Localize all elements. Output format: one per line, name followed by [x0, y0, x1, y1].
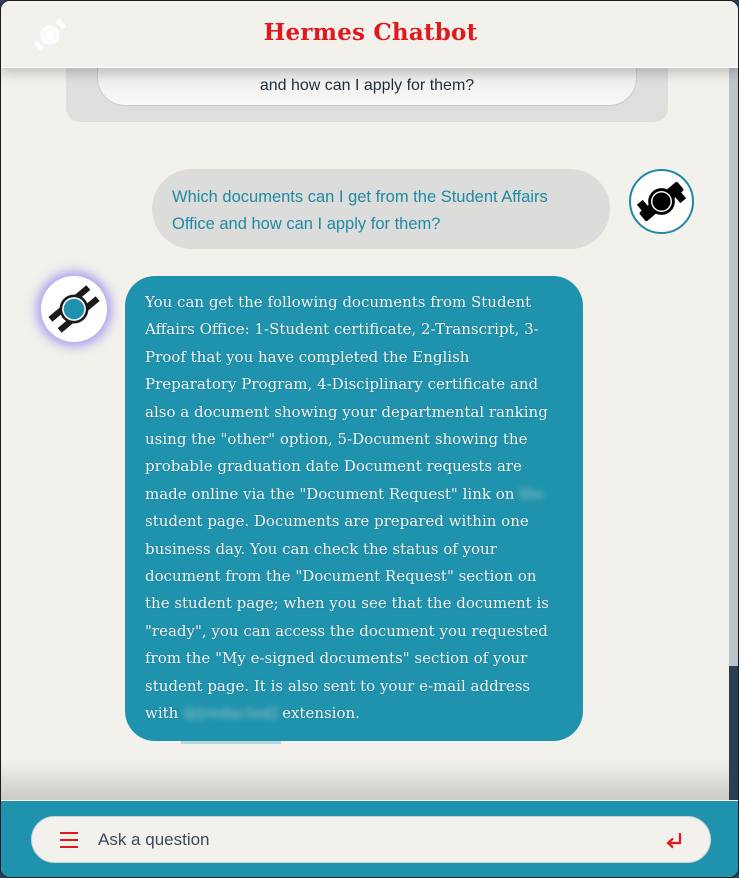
header: [1, 1, 739, 68]
bot-avatar: [41, 276, 107, 342]
hermes-logo-icon: [631, 171, 692, 232]
user-message: Which documents can I get from the Student Affairs Office and how can I apply for them?: [152, 169, 610, 249]
redaction-artifact: [181, 741, 281, 744]
redacted-email-domain: @[redacted]: [183, 704, 278, 723]
bot-message: [125, 276, 583, 741]
question-input[interactable]: [98, 825, 648, 855]
hermes-logo-icon: [41, 276, 107, 342]
chat-shade: [1, 760, 730, 800]
bot-message-text: student page. Documents are prepared within one business day. You can check the status of your document from the "Document Request" section on the student page; when you see that the document is "ready", you can access the document you requested from the "My e-signed documents" section of your student page. It is also sent to your e-mail address with: [145, 512, 549, 723]
input-footer: [1, 800, 739, 878]
bot-message-text: You can get the following documents from Student Affairs Office: 1-Student certificate, 2-Transcript, 3-Proof that you have completed the English Preparatory Program, 4-Disciplinary certificate and also a document showing your departmental ranking using the "other" option, 5-Document showing the probable graduation date Document requests are made online via the "Document Request" link on: [145, 293, 548, 503]
user-avatar: [629, 169, 694, 234]
suggested-question-button[interactable]: [97, 68, 637, 106]
redacted-text: the: [519, 484, 544, 503]
suggested-question-card: [66, 68, 668, 122]
scrollbar-thumb[interactable]: [729, 666, 738, 800]
app-title: Hermes Chatbot: [263, 19, 478, 46]
chat-area[interactable]: [1, 68, 730, 800]
enter-return-icon[interactable]: [664, 830, 684, 852]
bot-message-text: extension.: [277, 704, 360, 723]
suggested-question-text: and how can I apply for them?: [259, 77, 475, 94]
hamburger-menu-icon[interactable]: [60, 832, 78, 848]
question-input-container: [31, 816, 711, 863]
